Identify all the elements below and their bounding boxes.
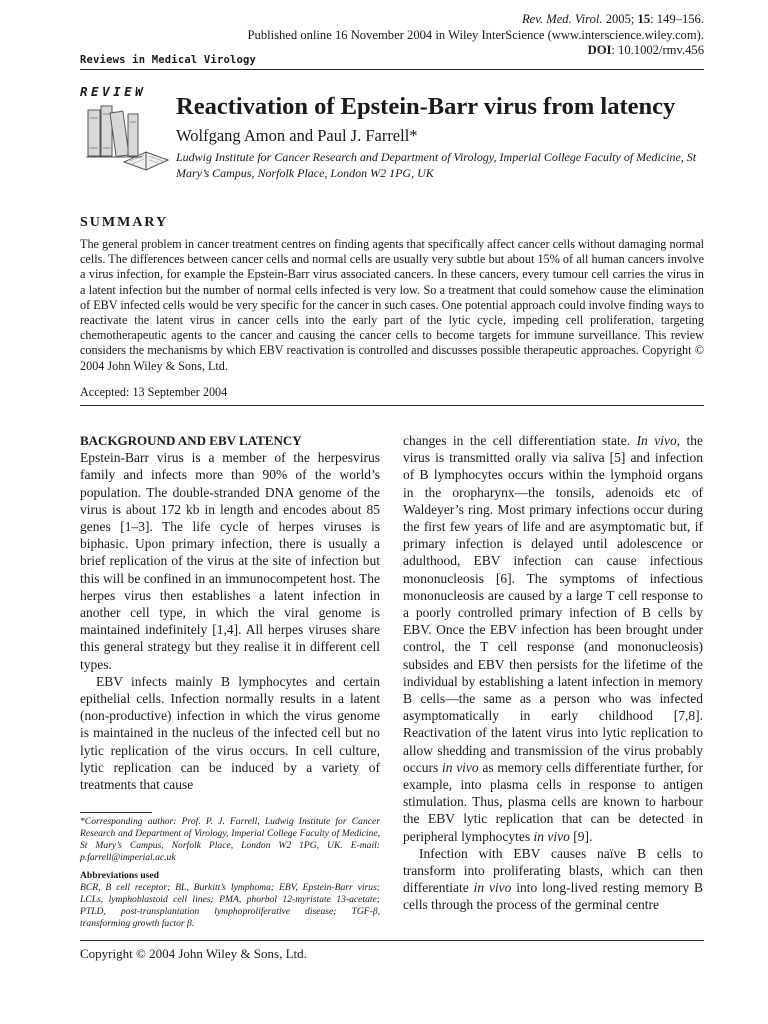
copyright-footer: Copyright © 2004 John Wiley & Sons, Ltd. <box>80 946 307 961</box>
doi-line <box>588 43 704 57</box>
citation-pages: : 149–156. <box>650 12 704 26</box>
summary-text: The general problem in cancer treatment centres on finding agents that specifically affect cancer cells without damaging normal cells. The differences between cancer cells and normal cells are usually very subtle but about 15% of all human cancers involve a virus infection, for example the Epstein-Barr virus associated cancers. In these cancers, every tumour cell carries the virus in a latent infection but the number of normal cells infected is very low. So a treatment that could somehow cause the elimination of EBV infected cells would be very specific for the cancer in such cases. One potential approach could involve finding ways to reactivate the latent virus in cancer cells into the early part of the lytic cycle, impeding cell proliferation, targeting chemotherapeutic agents to the cancer and causing the cancer cells to become targets for immune surveillance. This review considers the mechanisms by which EBV reactivation is controlled and discusses possible therapeutic approaches. Copyright © 2004 John Wiley & Sons, Ltd. <box>80 237 704 373</box>
section-heading: BACKGROUND AND EBV LATENCY <box>80 433 302 448</box>
footnote-divider <box>80 812 152 813</box>
left-column <box>80 432 380 793</box>
abbreviations-heading: Abbreviations used <box>80 870 159 881</box>
abbreviations-list: BCR, B cell receptor; BL, Burkitt’s lymphoma; EBV, Epstein-Barr virus; LCLs, lymphoblastoid cell lines; PMA, phorbol 12-myristate 13-acetate; PTLD, post-transplantation lymphoproliferative disease; TGF-β, transforming growth factor β. <box>80 882 380 929</box>
article-title: Reactivation of Epstein-Barr virus from latency <box>176 93 676 120</box>
summary-heading: SUMMARY <box>80 215 169 230</box>
doi-value: : 10.1002/rmv.456 <box>611 43 704 57</box>
journal-abbreviation: Rev. Med. Virol. <box>521 12 603 26</box>
citation-volume: 15 <box>637 12 651 26</box>
corresponding-author-note: *Corresponding author: Prof. P. J. Farrell, Ludwig Institute for Cancer Research and Department of Virology, Imperial College Faculty of Medicine, St Mary’s Campus, Norfolk Place, London W2 1PG, UK. E-mail: p.farrell@imperial.ac.uk <box>80 816 380 863</box>
body-paragraph: EBV infects mainly B lymphocytes and certain epithelial cells. Infection normally results in a latent (non-productive) infection in which the virus genome is maintained in the nucleus of the infected cell but no lytic replication of the virus occurs. In cell culture, lytic replication can be induced by a variety of treatments that cause <box>80 673 380 793</box>
header-divider <box>80 69 704 70</box>
published-online-line: Published online 16 November 2004 in Wiley InterScience (www.interscience.wiley.com). <box>247 28 704 42</box>
citation-year: 2005; <box>605 12 635 26</box>
accepted-date: Accepted: 13 September 2004 <box>80 385 228 399</box>
right-column <box>403 432 703 914</box>
doi-label: DOI <box>587 43 612 57</box>
body-paragraph: Infection with EBV causes naïve B cells to transform into proliferating blasts, which can then differentiate in vivo into long-lived resting memory B cells through the process of the germinal centre <box>403 845 703 913</box>
article-authors: Wolfgang Amon and Paul J. Farrell* <box>176 126 418 145</box>
books-icon <box>84 100 170 176</box>
article-type-label: REVIEW <box>80 84 147 99</box>
summary-divider <box>80 405 704 406</box>
journal-name: Reviews in Medical Virology <box>80 54 257 66</box>
citation-line <box>522 12 704 26</box>
body-paragraph: changes in the cell differentiation state. In vivo, the virus is transmitted orally via saliva [5] and infection of B lymphocytes occurs within the lymphoid organs in the oropharynx—the tonsils, adenoids etc of Waldeyer’s ring. Most primary infections occur during the first few years of life and are asymptomatic but, if primary infection is delayed until adolescence or adulthood, EBV infection can cause infectious mononucleosis [6]. The symptoms of infectious mononucleosis are caused by a large T cell response to a poorly controlled primary infection of B cells by EBV. Once the EBV infection has been brought under control, the T cell response (and mononucleosis) subsides and EBV then persists for the lifetime of the individual by establishing a latent infection in memory B cells—the same as a person who was infected asymptomatically in early childhood [7,8]. Reactivation of the latent virus into lytic replication to allow shedding and transmission of the virus probably occurs in vivo as memory cells differentiate further, for example, into plasma cells in response to antigen stimulation. Thus, plasma cells are known to harbour the EBV lytic replication that can be detected in peripheral lymphocytes in vivo [9]. <box>403 433 704 844</box>
footer-divider <box>80 940 704 941</box>
author-affiliation: Ludwig Institute for Cancer Research and Department of Virology, Imperial College Faculty of Medicine, St Mary’s Campus, Norfolk Place, London W2 1PG, UK <box>176 150 697 180</box>
footnotes <box>80 816 380 930</box>
body-paragraph: Epstein-Barr virus is a member of the herpesvirus family and infects more than 90% of the world’s population. The double-stranded DNA genome of the virus is about 172 kb in length and encodes about 85 genes [1–3]. The life cycle of herpes viruses is biphasic. Upon primary infection, there is usually a brief replication of the virus at the site of infection but this will be confined in an immunocompetent host. The herpes virus then establishes a latent infection in another cell type, in which the viral genome is maintained indefinitely [1,4]. All herpes viruses share this general strategy but they realise it in different cell types. <box>80 450 380 672</box>
